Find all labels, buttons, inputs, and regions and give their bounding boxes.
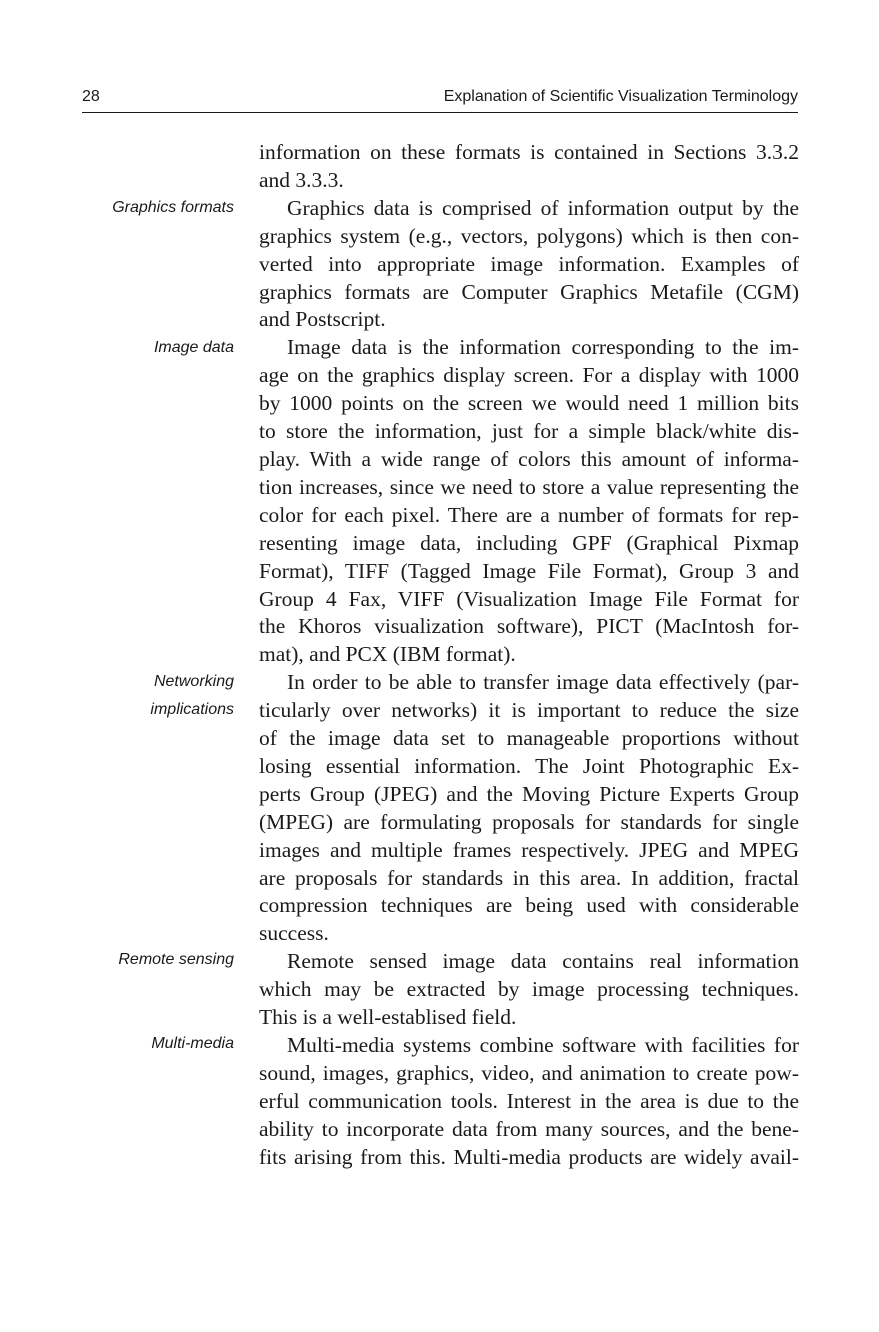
text-line: color for each pixel. There are a number of formats for rep- [259,502,799,527]
text-line: compression techniques are being used with considerable [259,893,799,918]
text-line: of the image data set to manageable proportions without [259,726,799,751]
text-line: age on the graphics display screen. For a display with 1000 [259,363,799,388]
text-line: erful communication tools. Interest in the area is due to the [259,1088,799,1113]
text-line: Group 4 Fax, VIFF (Visualization Image File Format for [259,586,799,611]
page-number: 28 [82,88,100,105]
text-line: sound, images, graphics, video, and animation to create pow- [259,1060,799,1085]
text-line: images and multiple frames respectively. JPEG and MPEG [259,837,799,862]
body-text [259,139,799,1172]
margin-label-multi-media: Multi-media [151,1035,234,1052]
text-line: Image data is the information corresponding to the im- [287,335,799,360]
text-line: graphics system (e.g., vectors, polygons) which is then con- [259,223,799,248]
text-line: are proposals for standards in this area. In addition, fractal [259,865,799,890]
text-line: (MPEG) are formulating proposals for standards for single [259,809,799,834]
text-line: resenting image data, including GPF (Graphical Pixmap [259,530,799,555]
text-line: play. With a wide range of colors this amount of informa- [259,446,799,471]
text-line: Format), TIFF (Tagged Image File Format), Group 3 and [259,558,799,583]
text-line: In order to be able to transfer image data effectively (par- [287,670,799,695]
text-line: information on these formats is contained in Sections 3.3.2 [259,140,799,164]
text-line: losing essential information. The Joint Photographic Ex- [259,753,799,778]
text-line: ability to incorporate data from many sources, and the bene- [259,1116,799,1141]
text-line: ticularly over networks) it is important to reduce the size [259,698,799,723]
text-line: fits arising from this. Multi-media products are widely avail- [259,1144,799,1169]
text-line: the Khoros visualization software), PICT (MacIntosh for- [259,614,799,639]
margin-label-implications: implications [150,701,234,718]
text-line: Remote sensed image data contains real information [287,949,799,974]
running-header [82,86,798,113]
text-line: success. [259,921,329,946]
text-line: tion increases, since we need to store a value representing the [259,474,799,499]
margin-label-graphics-formats: Graphics formats [112,199,234,216]
text-line: Graphics data is comprised of information output by the [287,195,799,220]
text-line: by 1000 points on the screen we would need 1 million bits [259,391,799,416]
margin-label-remote-sensing: Remote sensing [118,951,234,968]
margin-label-image-data: Image data [153,339,234,356]
text-line: and Postscript. [259,307,386,332]
margin-label-networking: Networking [153,673,234,690]
text-line: and 3.3.3. [259,167,344,192]
text-line: to store the information, just for a simple black/white dis- [259,419,799,444]
running-title: Explanation of Scientific Visualization Terminology [443,88,798,105]
text-line: graphics formats are Computer Graphics Metafile (CGM) [259,279,799,304]
text-line: perts Group (JPEG) and the Moving Picture Experts Group [259,781,799,806]
text-line: mat), and PCX (IBM format). [259,642,516,667]
text-line: verted into appropriate image information. Examples of [259,251,799,276]
text-line: which may be extracted by image processing techniques. [259,977,799,1002]
text-line: This is a well-establised field. [259,1005,517,1030]
text-line: Multi-media systems combine software with facilities for [287,1033,799,1057]
